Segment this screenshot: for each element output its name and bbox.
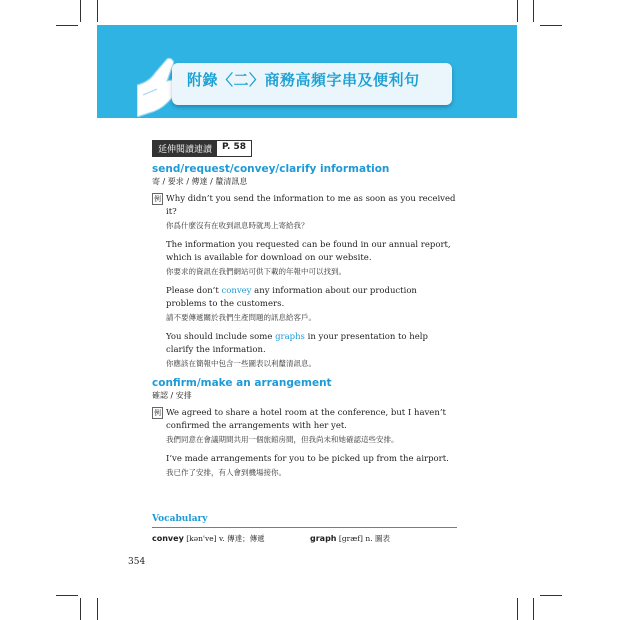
example-en: Why didn’t you send the information to me as soon as you received it?: [166, 194, 456, 217]
vocab-highlight: convey: [221, 286, 252, 296]
vocab-pos: v.: [218, 534, 225, 543]
example-en: We agreed to share a hotel room at the conference, but I haven’t confirmed the arrangements with her yet.: [166, 408, 446, 431]
example-en: [166, 331, 457, 357]
vocab-pron: [græf]: [338, 534, 363, 543]
example-en: The information you requested can be found in our annual report, which is available for download on our website.: [166, 240, 451, 263]
divider: [152, 527, 457, 528]
crop-mark: [56, 25, 78, 26]
vocabulary-title: Vocabulary: [152, 514, 208, 524]
page-title: 附錄〈二〉商務高頻字串及便利句: [187, 71, 420, 89]
reading-tag-label: 延伸閱讀連讀: [153, 141, 217, 156]
phrase-heading: send/request/convey/clarify information: [152, 163, 390, 175]
phrase-translation: 寄 / 要求 / 傳達 / 釐清訊息: [152, 177, 248, 186]
example-en: [166, 285, 457, 311]
example-marker: 例: [154, 409, 161, 417]
reading-tag-page: P. 58: [222, 142, 247, 152]
example: [152, 193, 457, 232]
chapter-header: [97, 25, 517, 118]
example-text: in your presentation to help clarify the information.: [166, 332, 428, 355]
vocab-meaning: 傳達；傳遞: [227, 534, 265, 543]
crop-mark: [97, 0, 98, 22]
vocab-pron: [kən'vе]: [186, 534, 217, 543]
example: [152, 285, 457, 324]
crop-mark: [80, 598, 81, 620]
example-zh: 你應該在簡報中包含一些圖表以利釐清訊息。: [166, 359, 316, 368]
vocab-word: graph: [310, 534, 337, 543]
example-zh: 請不要傳遞關於我們生產問題的訊息給客戶。: [166, 313, 316, 322]
crop-mark: [80, 0, 81, 22]
crop-mark: [517, 598, 518, 620]
example-text: You should include some: [166, 332, 276, 342]
vocabulary-item: [152, 533, 265, 544]
vocabulary-row: [152, 533, 457, 547]
example-zh: 你要求的資訊在我們網站可供下載的年報中可以找到。: [166, 267, 346, 276]
reading-tag: [152, 140, 252, 157]
example-marker: 例: [154, 195, 161, 203]
example-en: I’ve made arrangements for you to be picked up from the airport.: [166, 454, 449, 464]
vocab-meaning: 圖表: [374, 534, 390, 543]
main-content: [152, 137, 457, 486]
page-number: 354: [128, 557, 146, 567]
example: [152, 331, 457, 370]
vocabulary-box: [152, 514, 457, 547]
example-zh: 我已作了安排，有人會到機場接你。: [166, 468, 286, 477]
crop-mark: [97, 598, 98, 620]
example-text: Please don’t: [166, 286, 222, 296]
example: [152, 453, 457, 479]
crop-mark: [517, 0, 518, 22]
vocabulary-item: [310, 533, 390, 544]
example: [152, 407, 457, 446]
crop-mark: [540, 595, 562, 596]
vocab-word: convey: [152, 534, 184, 543]
crop-mark: [540, 25, 562, 26]
phrase-translation: 確認 / 安排: [152, 391, 192, 400]
crop-mark: [56, 595, 78, 596]
example-text: any information about our production problems to the customers.: [166, 286, 417, 309]
example-zh: 你爲什麼沒有在收到訊息時就馬上寄給我？: [166, 221, 309, 230]
vocab-pos: n.: [365, 534, 373, 543]
example-zh: 我們同意在會議期間共用一個旅館房間，但我尚未和她確認這些安排。: [166, 435, 399, 444]
example: [152, 239, 457, 278]
crop-mark: [533, 0, 534, 22]
vocab-highlight: graphs: [275, 332, 305, 342]
phrase-heading: confirm/make an arrangement: [152, 377, 332, 389]
crop-mark: [533, 598, 534, 620]
